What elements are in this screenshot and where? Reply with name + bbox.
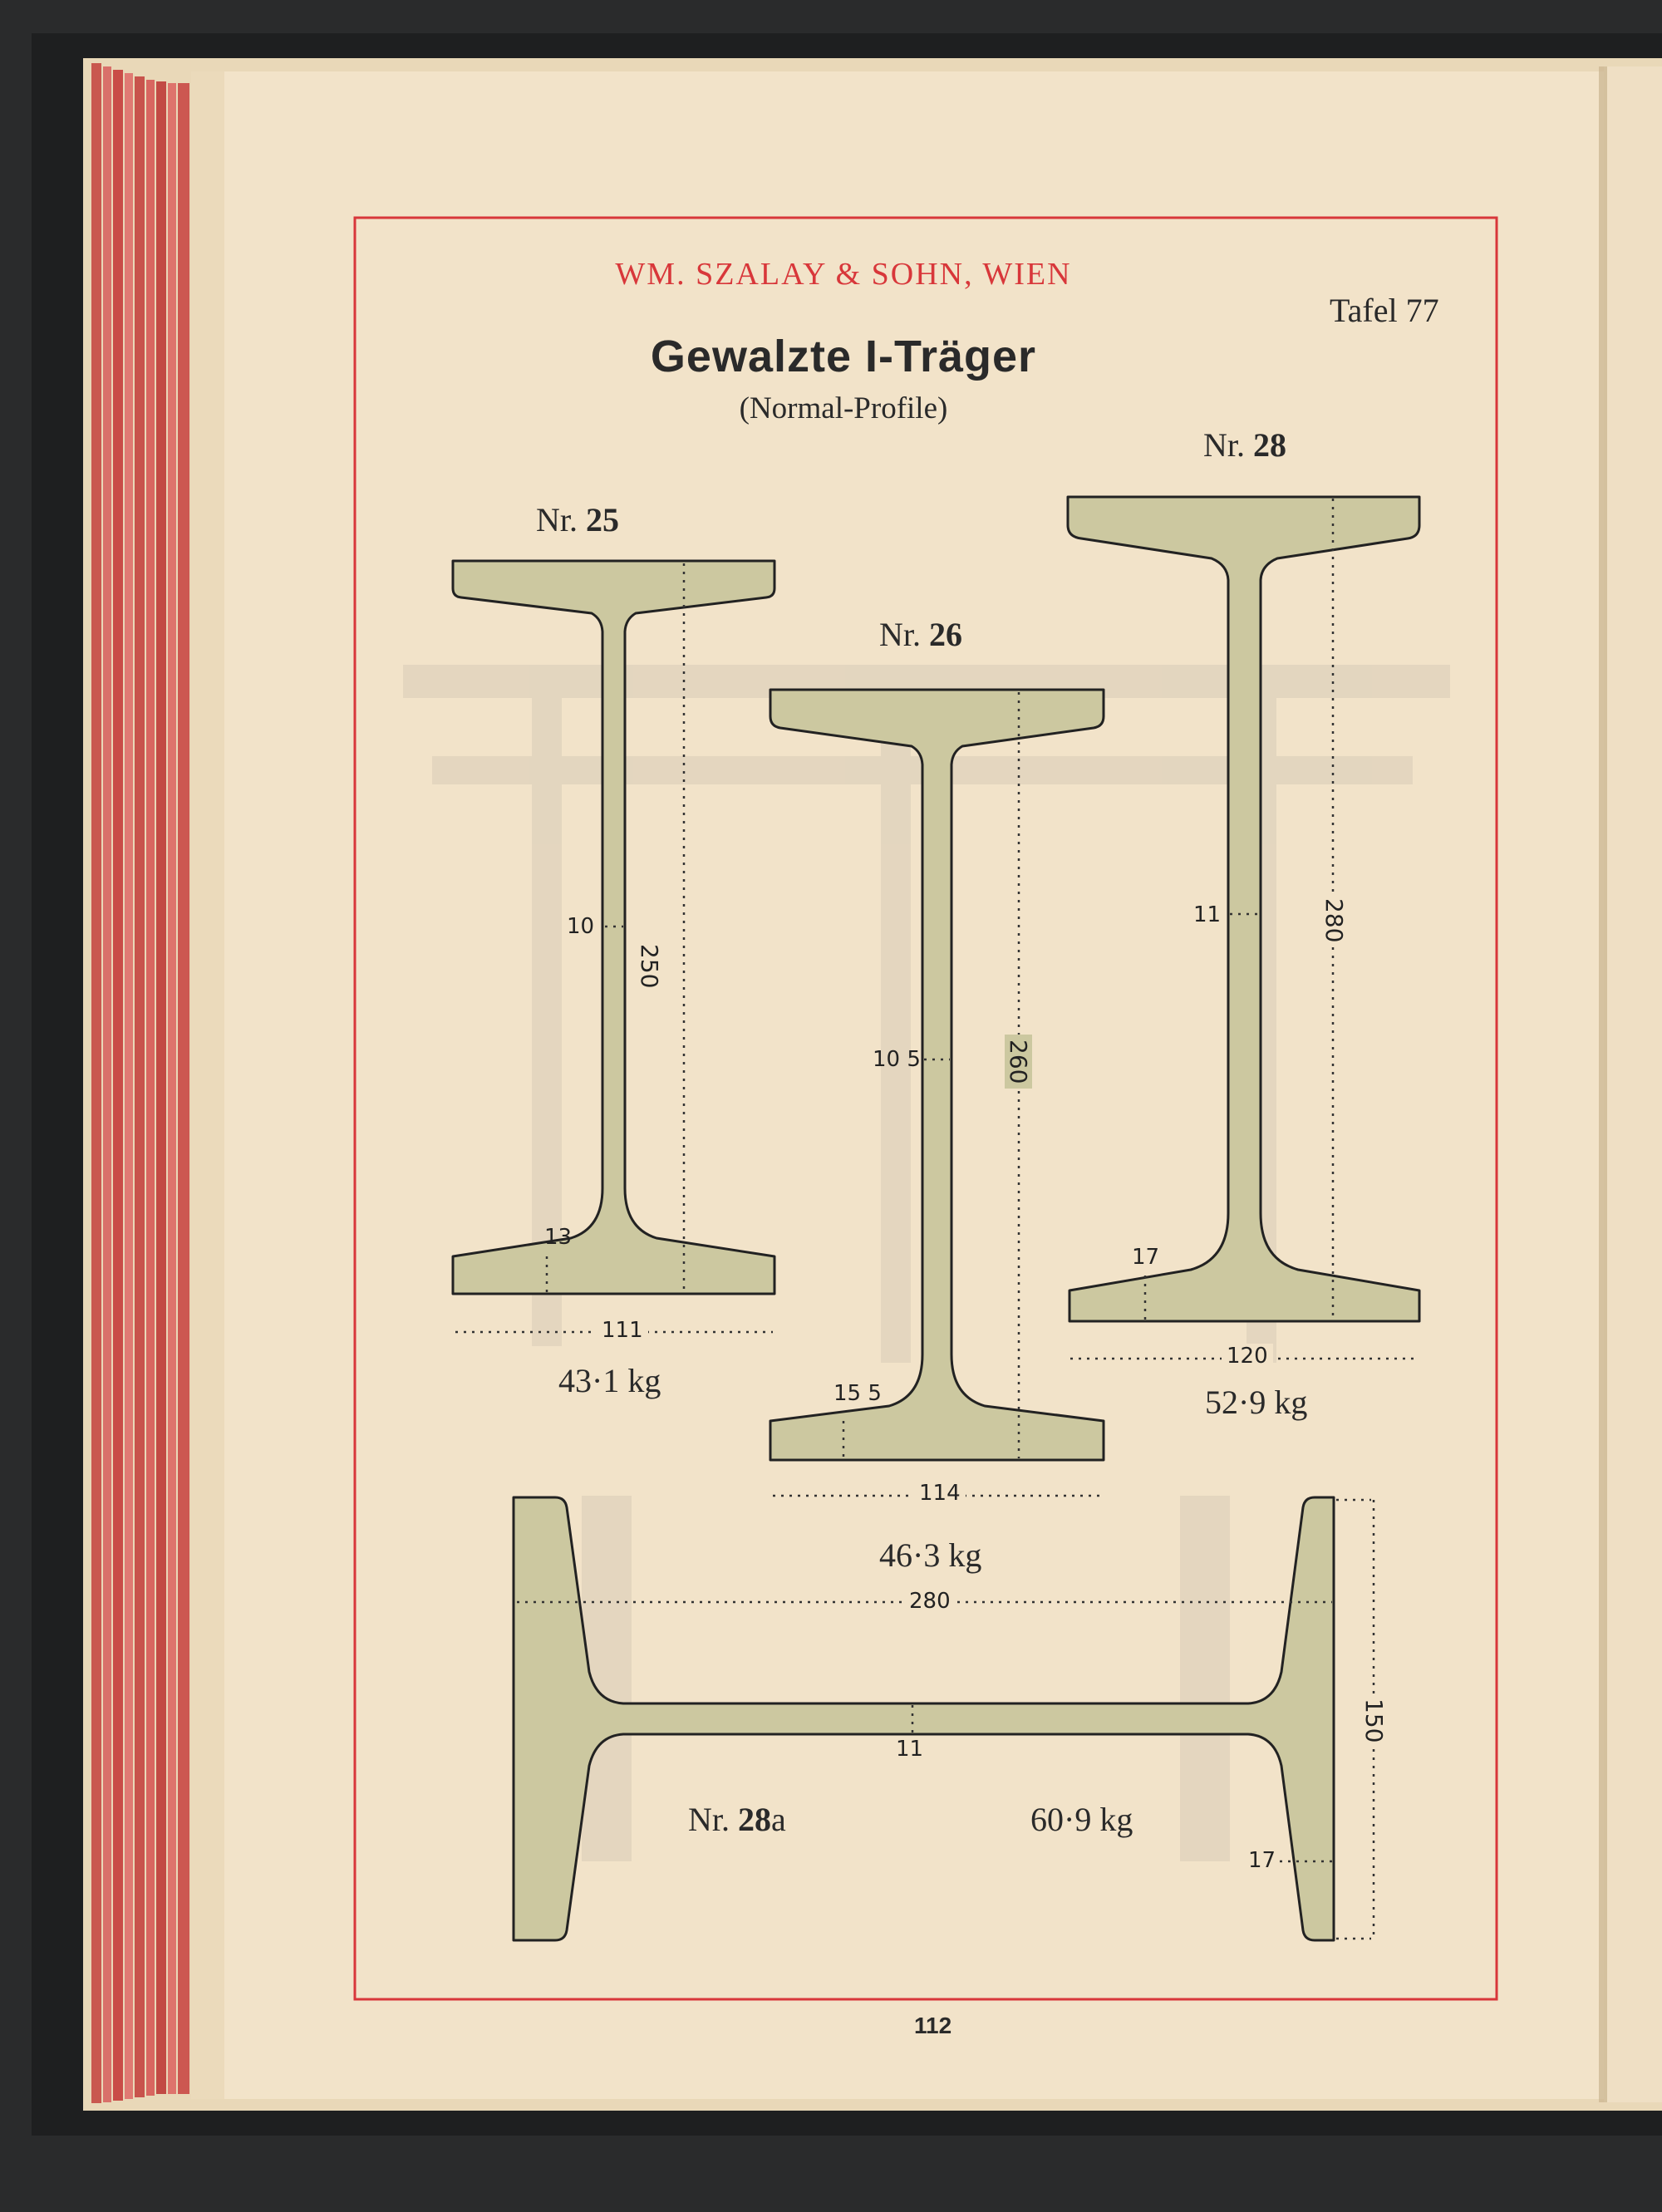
profile-nr26-flange: 15 5 — [833, 1381, 882, 1406]
profile-nr28a-web: 11 — [896, 1737, 924, 1762]
profile-nr25-weight: 43·1 kg — [558, 1362, 661, 1399]
plate-number: Tafel 77 — [1330, 292, 1439, 329]
profile-nr28a-label: Nr. 28a — [688, 1801, 786, 1838]
page-title: Gewalzte I-Träger — [650, 332, 1037, 381]
page-subtitle: (Normal-Profile) — [739, 391, 948, 425]
profile-nr28-width: 120 — [1222, 1344, 1273, 1369]
profile-nr26-web: 10 5 — [873, 1047, 921, 1072]
profile-nr28-weight: 52·9 kg — [1205, 1384, 1308, 1421]
profile-nr26-width: 114 — [914, 1481, 966, 1506]
profile-nr25-flange: 13 — [544, 1225, 573, 1250]
profile-nr25-height: 250 — [636, 939, 663, 993]
profile-nr26-label: Nr. 26 — [879, 616, 962, 653]
profile-nr28-flange: 17 — [1132, 1245, 1160, 1270]
profile-nr28-label: Nr. 28 — [1203, 426, 1286, 464]
profile-nr28-height: 280 — [1320, 893, 1348, 947]
profile-nr25-width: 111 — [597, 1318, 648, 1343]
profile-nr26-height: 260 — [1005, 1035, 1032, 1089]
page-number: 112 — [914, 2013, 952, 2038]
firm-name: WM. SZALAY & SOHN, WIEN — [615, 257, 1072, 292]
profile-nr25-web: 10 — [567, 914, 595, 939]
profile-nr28a-width: 150 — [1360, 1693, 1388, 1747]
profile-nr26-weight: 46·3 kg — [879, 1536, 982, 1574]
profile-nr28a-height: 280 — [904, 1589, 956, 1614]
profile-nr25-label: Nr. 25 — [536, 501, 619, 538]
profile-nr28-web: 11 — [1193, 902, 1222, 927]
profile-nr28a-weight: 60·9 kg — [1030, 1801, 1133, 1838]
profile-nr28a-flange: 17 — [1248, 1848, 1276, 1873]
